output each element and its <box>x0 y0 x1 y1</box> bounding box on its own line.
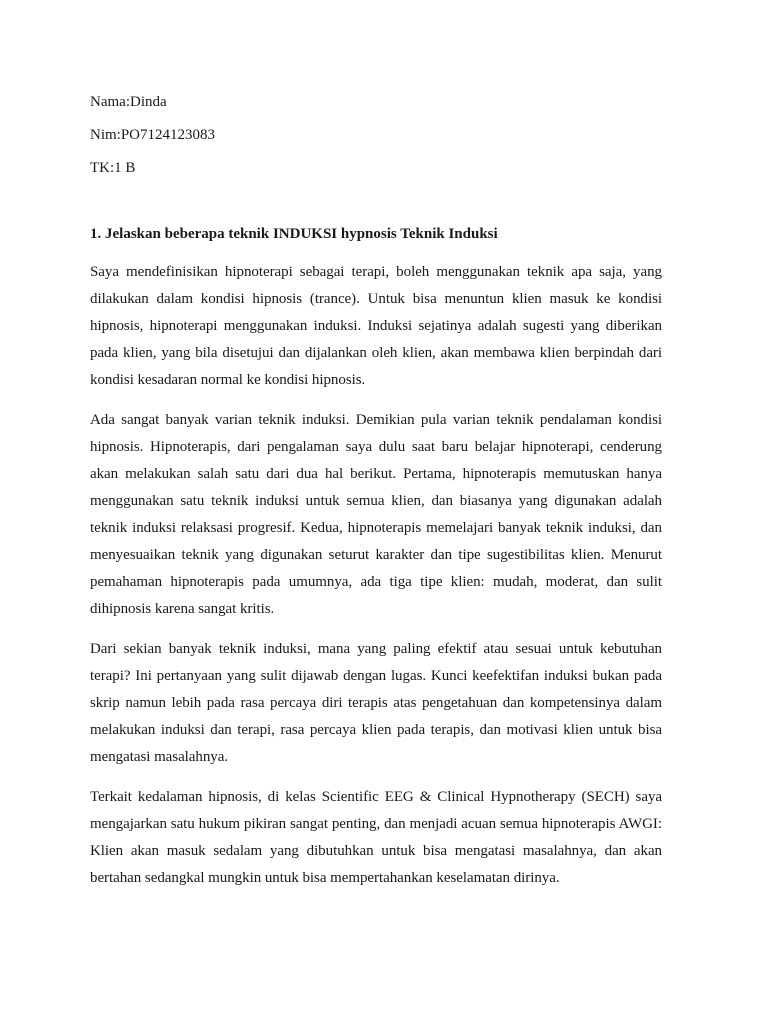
document-body <box>90 92 662 905</box>
student-class: TK:1 B <box>90 160 136 176</box>
student-name: Nama:Dinda <box>90 94 167 110</box>
question-heading: 1. Jelaskan beberapa teknik INDUKSI hypnosis Teknik Induksi <box>90 226 498 242</box>
paragraph-effectiveness: Dari sekian banyak teknik induksi, mana yang paling efektif atau sesuai untuk kebutuhan terapi? Ini pertanyaan yang sulit dijawab dengan lugas. Kunci keefektifan induksi bukan pada skrip namun lebih pada rasa percaya diri terapis atas pengetahuan dan kompetensinya dalam melakukan induksi dan terapi, rasa percaya klien pada terapis, dan motivasi klien untuk bisa mengatasi masalahnya. <box>90 641 662 765</box>
paragraph-induction-variants: Ada sangat banyak varian teknik induksi. Demikian pula varian teknik pendalaman kondisi hipnosis. Hipnoterapis, dari pengalaman saya dulu saat baru belajar hipnoterapi, cenderung akan melakukan salah satu dari dua hal berikut. Pertama, hipnoterapis memutuskan hanya menggunakan satu teknik induksi untuk semua klien, dan biasanya yang digunakan adalah teknik induksi relaksasi progresif. Kedua, hipnoterapis memelajari banyak teknik induksi, dan menyesuaikan teknik yang digunakan seturut karakter dan tipe sugestibilitas klien. Menurut pemahaman hipnoterapis pada umumnya, ada tiga tipe klien: mudah, moderat, dan sulit dihipnosis karena sangat kritis. <box>90 412 662 617</box>
paragraph-definition: Saya mendefinisikan hipnoterapi sebagai terapi, boleh menggunakan teknik apa saja, yang dilakukan dalam kondisi hipnosis (trance). Untuk bisa menuntun klien masuk ke kondisi hipnosis, hipnoterapi menggunakan induksi. Induksi sejatinya adalah sugesti yang diberikan pada klien, yang bila disetujui dan dijalankan oleh klien, akan membawa klien berpindah dari kondisi kesadaran normal ke kondisi hipnosis. <box>90 264 662 388</box>
student-nim: Nim:PO7124123083 <box>90 127 216 143</box>
paragraph-hypnosis-depth: Terkait kedalaman hipnosis, di kelas Scientific EEG & Clinical Hypnotherapy (SECH) saya mengajarkan satu hukum pikiran sangat penting, dan menjadi acuan semua hipnoterapis AWGI: Klien akan masuk sedalam yang dibutuhkan untuk bisa mengatasi masalahnya, dan akan bertahan sedangkal mungkin untuk bisa mempertahankan keselamatan dirinya. <box>90 789 662 886</box>
